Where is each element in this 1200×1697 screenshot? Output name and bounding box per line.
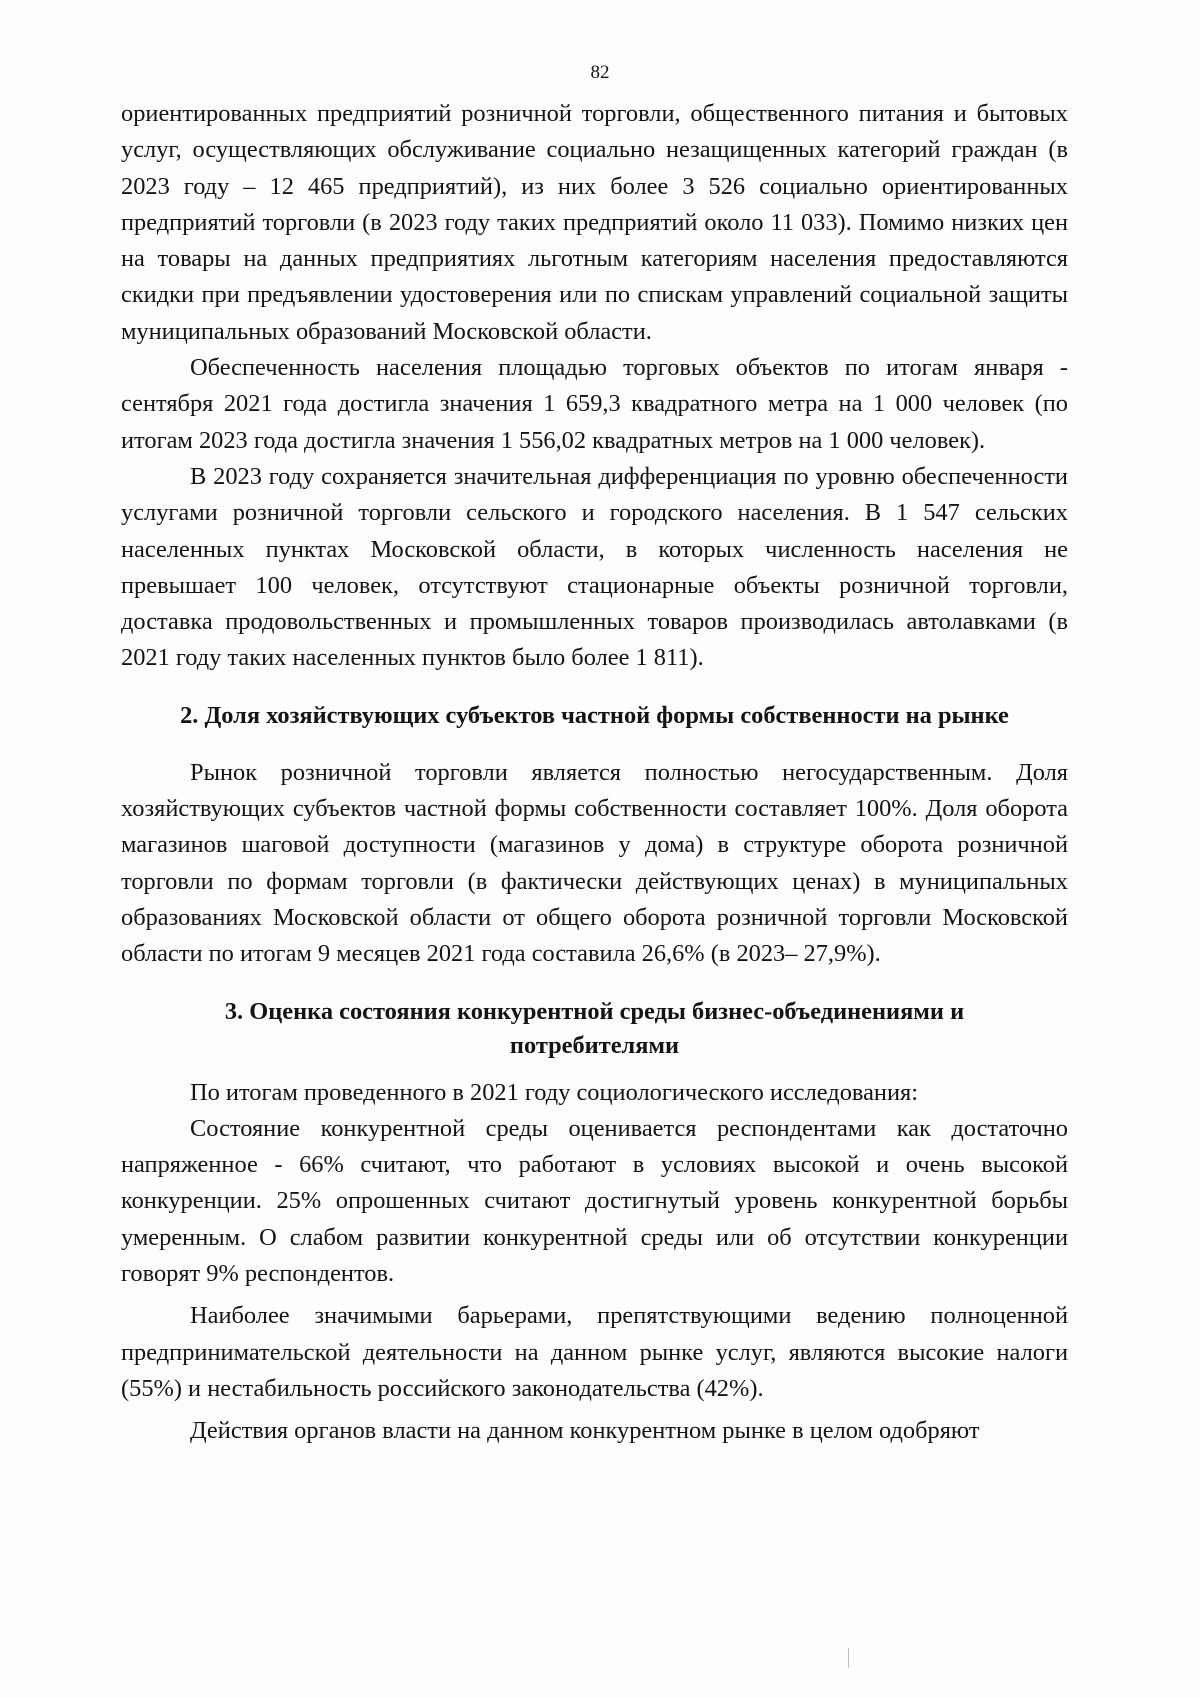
scan-artifact-line (848, 1648, 849, 1668)
section-3-heading (121, 995, 1068, 1063)
section-gap (121, 677, 1068, 699)
section-3-paragraph-competition: Состояние конкурентной среды оценивается респондентами как достаточно напряженное - 66% считают, что работают в условиях высокой и очень высокой конкуренции. 25% опрошенных считают достигнутый уровень конкурентной борьбы умеренным. О слабом развитии конкурентной среды или об отсутствии конкуренции говорят 9% респондентов. (121, 1114, 1068, 1288)
heading-gap (121, 1063, 1068, 1075)
section-3-paragraph-intro: По итогам проведенного в 2021 году социологического исследования: (190, 1078, 919, 1106)
paragraph-differentiation: В 2023 году сохраняется значительная дифференциация по уровню обеспеченности услугами розничной торговли сельского и городского населения. В 1 547 сельских населенных пунктах Московской области, в которых численность населения не превышает 100 человек, отсутствуют стационарные объекты розничной торговли, доставка продовольственных и промышленных товаров производилась автолавками (в 2021 году таких населенных пунктов было более 1 811). (121, 462, 1068, 672)
section-3-heading-line-1: 3. Оценка состояния конкурентной среды бизнес-объединениями и (224, 997, 965, 1025)
paragraph-provision: Обеспеченность населения площадью торговых объектов по итогам января - сентября 2021 года достигла значения 1 659,3 квадратного метра на 1 000 человек (по итогам 2023 года достигла значения 1 556,02 квадратных метров на 1 000 человек). (121, 354, 1068, 454)
heading-gap (121, 733, 1068, 755)
section-2-heading: 2. Доля хозяйствующих субъектов частной формы собственности на рынке (180, 701, 1009, 729)
page-content (121, 96, 1068, 1450)
section-3-heading-line-2: потребителями (509, 1031, 680, 1059)
section-gap (121, 973, 1068, 995)
paragraph-continuation: ориентированных предприятий розничной торговли, общественного питания и бытовых услуг, осуществляющих обслуживание социально незащищенных категорий граждан (в 2023 году – 12 465 предприятий), из них более 3 526 социально ориентированных предприятий торговли (в 2023 году таких предприятий около 11 033). Помимо низких цен на товары на данных предприятиях льготным категориям населения предоставляются скидки при предъявлении удостоверения или по спискам управлений социальной защиты муниципальных образований Московской области. (121, 100, 1068, 345)
section-3-paragraph-authorities: Действия органов власти на данном конкурентном рынке в целом одобряют (190, 1417, 980, 1445)
section-2-paragraph: Рынок розничной торговли является полностью негосударственным. Доля хозяйствующих субъектов частной формы собственности составляет 100%. Доля оборота магазинов шаговой доступности (магазинов у дома) в структуре оборота розничной торговли по формам торговли (в фактически действующих ценах) в муниципальных образованиях Московской области от общего оборота розничной торговли Московской области по итогам 9 месяцев 2021 года составила 26,6% (в 2023– 27,9%). (121, 758, 1068, 968)
section-3-paragraph-barriers: Наиболее значимыми барьерами, препятствующими ведению полноценной предпринимательской деятельности на данном рынке услуг, являются высокие налоги (55%) и нестабильность российского законодательства (42%). (121, 1302, 1068, 1402)
page-number: 82 (590, 62, 610, 83)
